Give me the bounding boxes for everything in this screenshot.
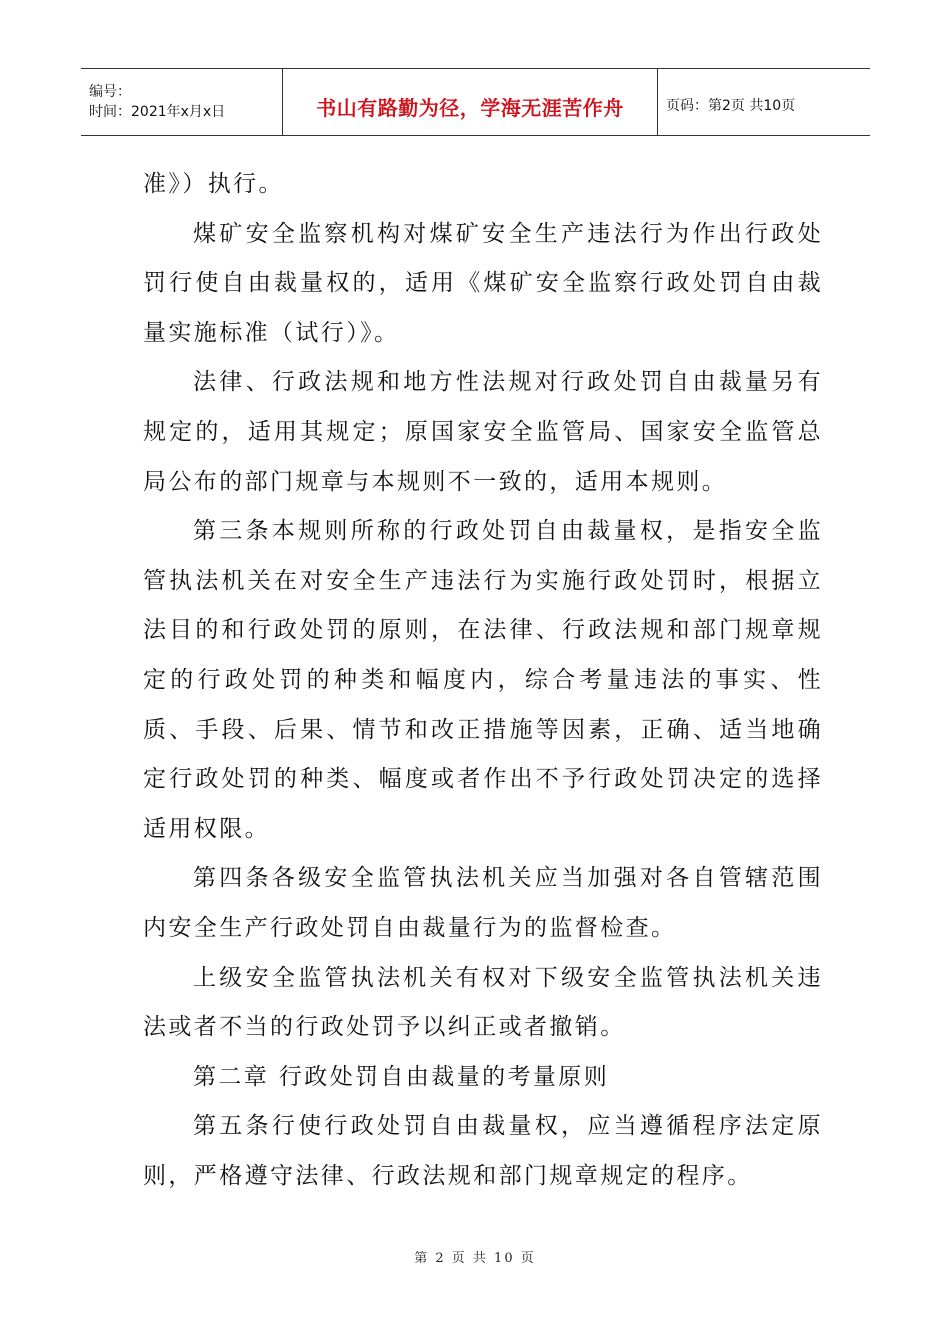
- paragraph: 第四条各级安全监管执法机关应当加强对各自管辖范围内安全生产行政处罚自由裁量行为的监督检查。: [143, 865, 823, 941]
- document-body: [143, 160, 823, 1201]
- paragraph: 上级安全监管执法机关有权对下级安全监管执法机关违法或者不当的行政处罚予以纠正或者撤销。: [143, 964, 823, 1041]
- paragraph: 准》）执行。: [143, 171, 284, 197]
- paragraph: 法律、行政法规和地方性法规对行政处罚自由裁量另有规定的，适用其规定；原国家安全监管局、国家安全监管总局公布的部门规章与本规则不一致的，适用本规则。: [143, 369, 823, 495]
- paragraph: 煤矿安全监察机构对煤矿安全生产违法行为作出行政处罚行使自由裁量权的，适用《煤矿安全监察行政处罚自由裁量实施标准（试行）》。: [143, 220, 823, 346]
- header-motto: 书山有路勤为径，学海无涯苦作舟: [316, 95, 624, 120]
- header-meta: [81, 69, 283, 135]
- header-time-label: 时间：2021年x月x日: [89, 104, 226, 120]
- page-footer: 第 2 页 共 10 页: [414, 1251, 536, 1266]
- header-motto-cell: [283, 69, 658, 135]
- paragraph: 第五条行使行政处罚自由裁量权，应当遵循程序法定原则，严格遵守法律、行政法规和部门规章规定的程序。: [143, 1113, 823, 1189]
- header-page-code: 页码：第2页 共10页: [666, 98, 796, 114]
- header-number-label: 编号：: [89, 84, 131, 100]
- chapter-heading: 第二章 行政处罚自由裁量的考量原则: [193, 1063, 610, 1090]
- page-header: [81, 68, 870, 136]
- paragraph: 第三条本规则所称的行政处罚自由裁量权，是指安全监管执法机关在对安全生产违法行为实施行政处罚时，根据立法目的和行政处罚的原则，在法律、行政法规和部门规章规定的行政处罚的种类和幅度内，综合考量违法的事实、性质、手段、后果、情节和改正措施等因素，正确、适当地确定行政处罚的种类、幅度或者作出不予行政处罚决定的选择适用权限。: [143, 518, 823, 842]
- header-page-code-cell: [658, 69, 870, 135]
